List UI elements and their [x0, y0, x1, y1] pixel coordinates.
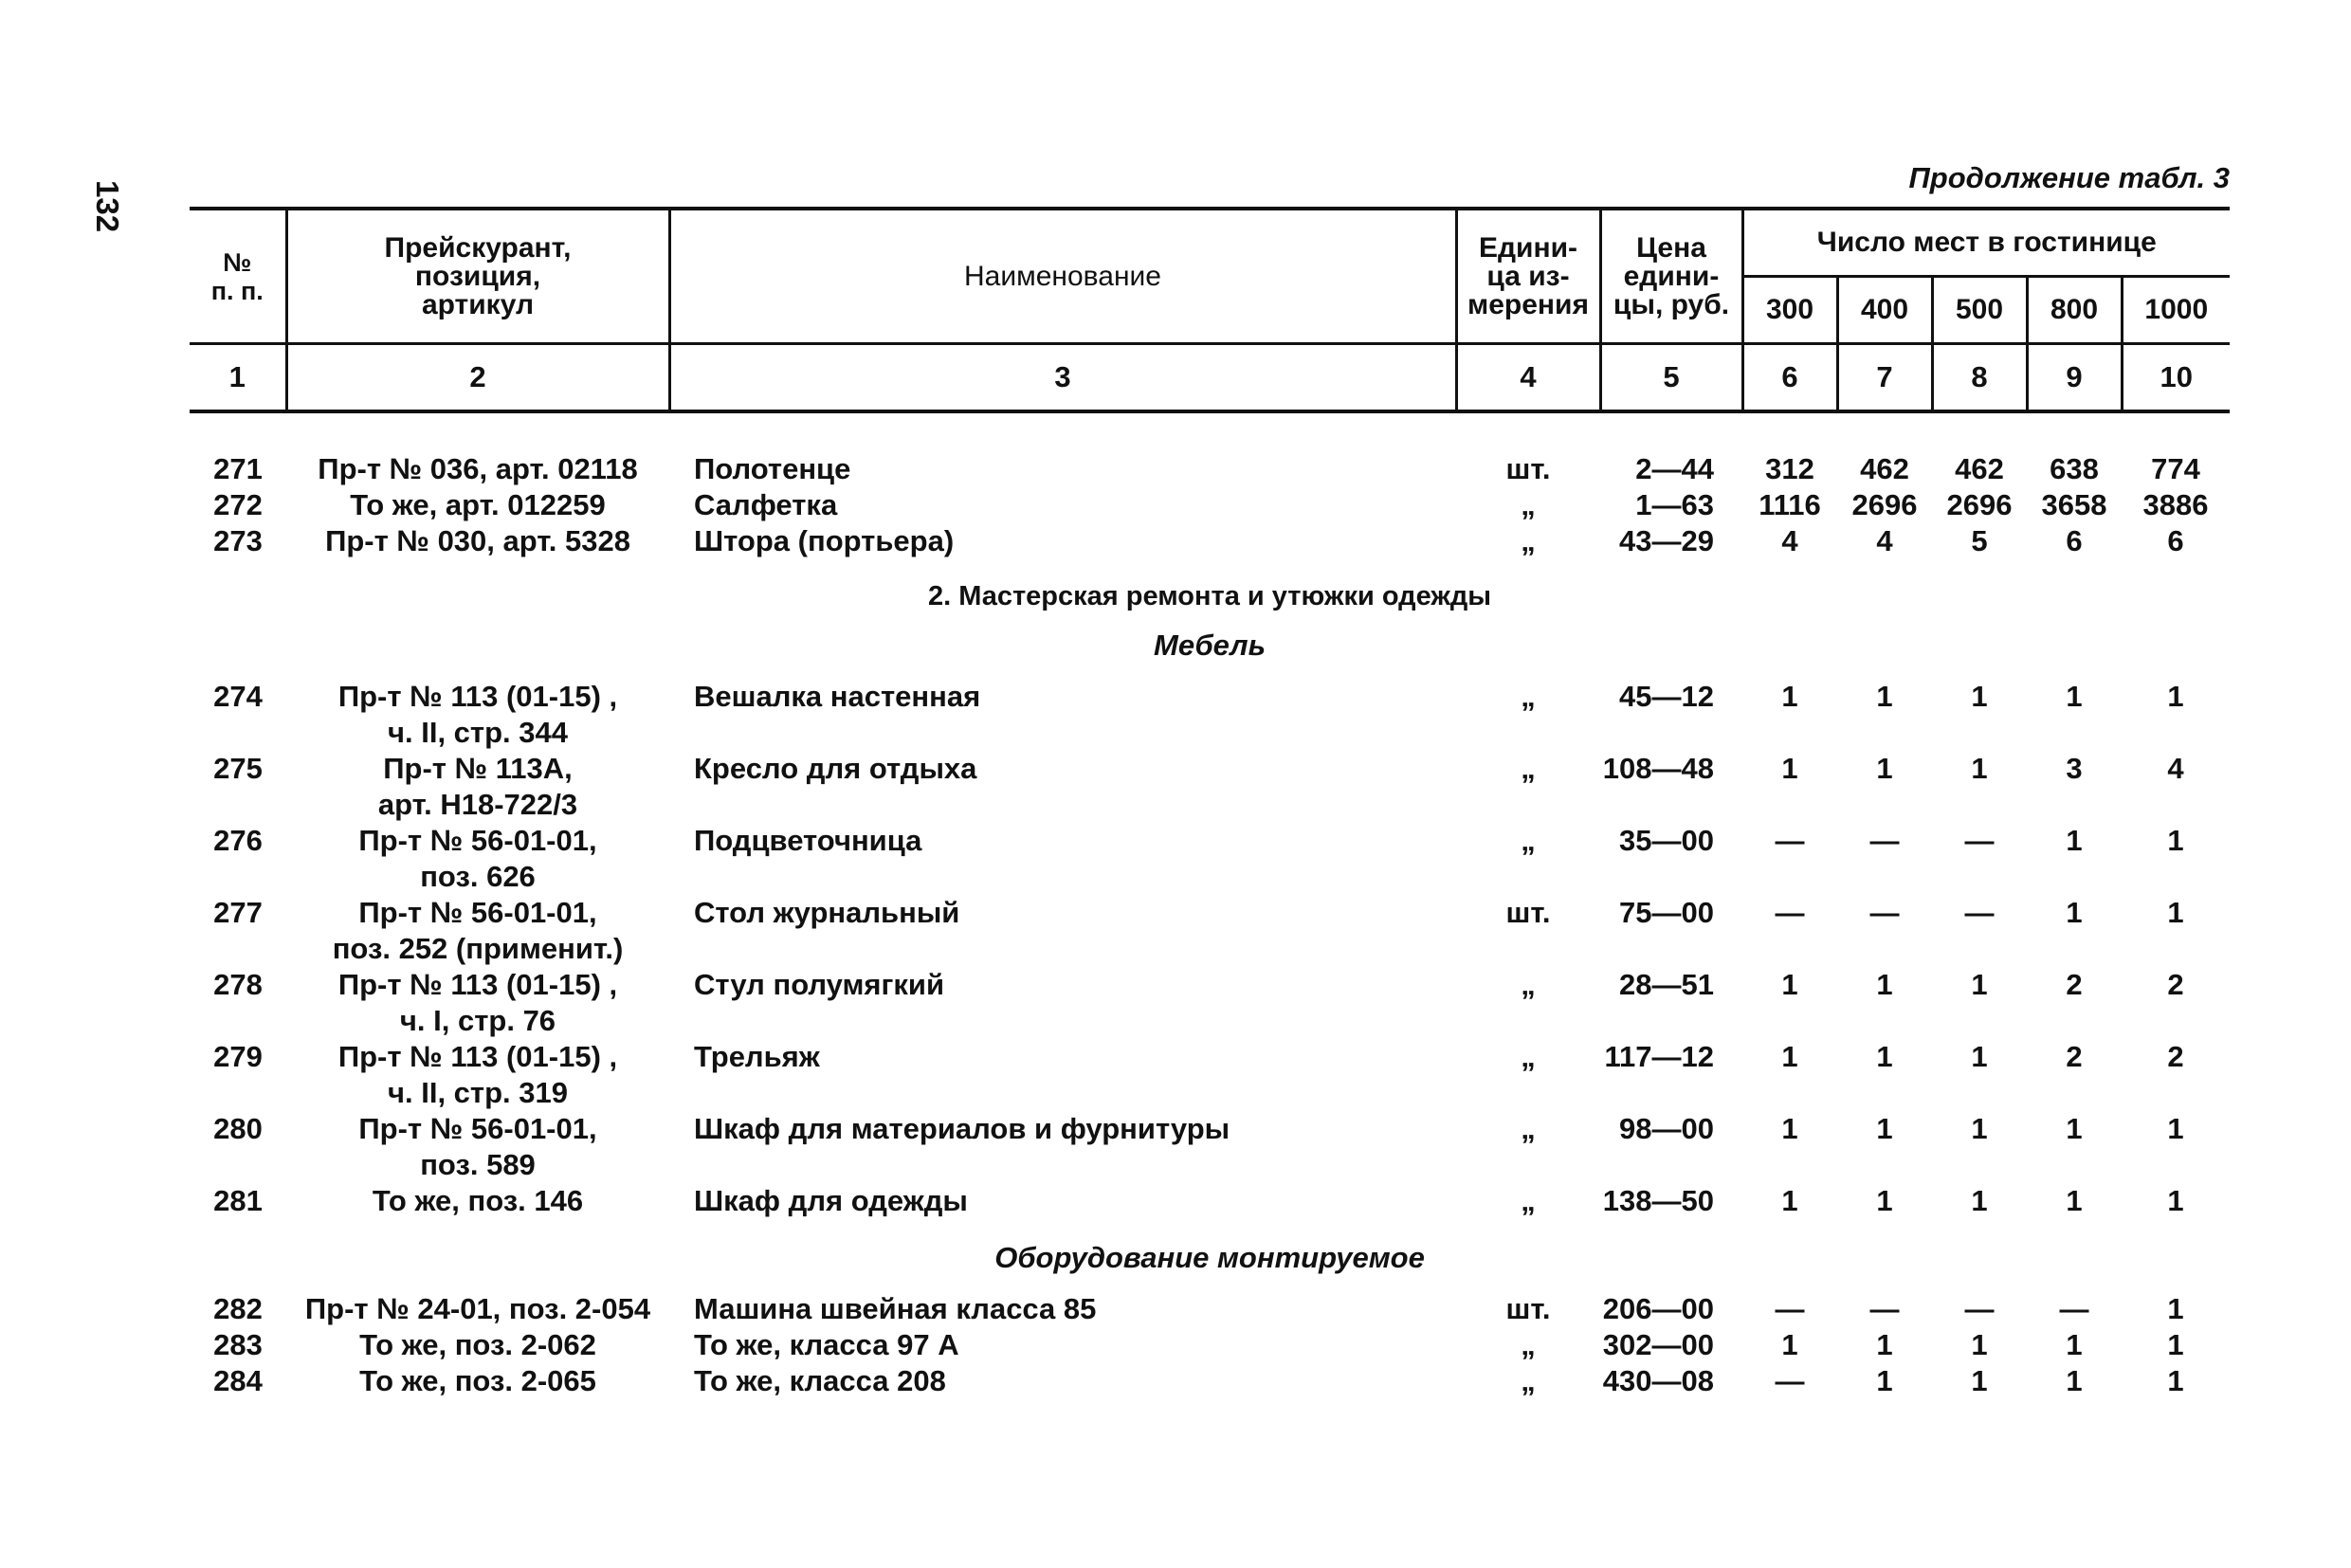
unit-price: 43—29 [1619, 524, 1714, 557]
item-name: Подцветочница [694, 824, 922, 857]
quantity-cell: 1 [1781, 752, 1798, 785]
table-body [190, 411, 2230, 1399]
column-number: 3 [669, 344, 1456, 412]
item-name: Салфетка [694, 488, 838, 521]
quantity-cell: 1 [1971, 1328, 1988, 1361]
table-row [190, 1363, 2230, 1399]
unit-of-measure: „ [1521, 488, 1536, 521]
quantity-cell: 1 [2167, 896, 2184, 929]
unit-of-measure: шт. [1505, 1292, 1551, 1325]
unit-price: 430—08 [1602, 1364, 1714, 1397]
quantity-cell: 4 [1781, 524, 1798, 557]
subsection-title-row [190, 628, 2230, 679]
table-row [190, 1183, 2230, 1219]
price-list-ref: То же, поз. 2-065 [359, 1364, 596, 1397]
unit-price: 28—51 [1619, 968, 1714, 1001]
table-row [190, 1327, 2230, 1363]
quantity-cell: — [1964, 1292, 1995, 1325]
price-list-ref: Пр-т № 24-01, поз. 2-054 [304, 1292, 651, 1325]
unit-of-measure: „ [1521, 968, 1536, 1001]
column-number: 1 [190, 344, 286, 412]
item-name: То же, класса 208 [694, 1364, 946, 1397]
row-number: 281 [213, 1184, 263, 1217]
header-price-list: Прейскурант, позиция, артикул [286, 209, 669, 344]
item-name: Кресло для отдыха [694, 752, 977, 785]
price-list-ref: Пр-т № 56-01-01, поз. 626 [358, 824, 597, 893]
quantity-cell: 1 [1781, 968, 1798, 1001]
quantity-cell: — [2059, 1292, 2089, 1325]
price-list-ref: То же, арт. 012259 [350, 488, 606, 521]
unit-of-measure: шт. [1505, 452, 1551, 485]
unit-price: 75—00 [1619, 896, 1714, 929]
quantity-cell: 1 [1876, 1112, 1893, 1145]
table-row [190, 967, 2230, 1039]
quantity-cell: 1 [2167, 1364, 2184, 1397]
row-number: 278 [213, 968, 263, 1001]
header-capacity: 800 [2027, 277, 2122, 344]
price-list-ref: Пр-т № 113 (01-15) , ч. I, стр. 76 [337, 968, 618, 1037]
table-row [190, 823, 2230, 895]
header-price: Цена едини- цы, руб. [1600, 209, 1742, 344]
column-number: 8 [1932, 344, 2027, 412]
row-number: 280 [213, 1112, 263, 1145]
unit-price: 2—44 [1635, 452, 1714, 485]
quantity-cell: 1 [1876, 680, 1893, 713]
price-list-ref: То же, поз. 2-062 [359, 1328, 596, 1361]
unit-of-measure: „ [1521, 524, 1536, 557]
quantity-cell: 3 [2066, 752, 2083, 785]
unit-of-measure: „ [1521, 680, 1536, 713]
quantity-cell: 1 [2066, 896, 2083, 929]
quantity-cell: 312 [1765, 452, 1814, 485]
item-name: Шкаф для одежды [694, 1184, 968, 1217]
quantity-cell: 5 [1971, 524, 1988, 557]
row-number: 274 [213, 680, 263, 713]
quantity-cell: 1 [1876, 1184, 1893, 1217]
price-list-ref: То же, поз. 146 [372, 1184, 584, 1217]
column-number: 10 [2122, 344, 2230, 412]
item-name: Стол журнальный [694, 896, 960, 929]
quantity-cell: — [1775, 896, 1805, 929]
item-name: Машина швейная класса 85 [694, 1292, 1097, 1325]
quantity-cell: 2696 [1946, 488, 2013, 521]
quantity-cell: 1 [2167, 680, 2184, 713]
price-list-ref: Пр-т № 56-01-01, поз. 252 (применит.) [332, 896, 624, 965]
equipment-table-grid [190, 207, 2230, 1399]
quantity-cell: 1 [1781, 1040, 1798, 1073]
unit-of-measure: „ [1521, 1184, 1536, 1217]
price-list-ref: Пр-т № 113А, арт. Н18-722/3 [377, 752, 578, 821]
table-row [190, 895, 2230, 967]
quantity-cell: 1 [1971, 752, 1988, 785]
unit-price: 35—00 [1619, 824, 1714, 857]
header-capacity: 1000 [2122, 277, 2230, 344]
item-name: Шкаф для материалов и фурнитуры [694, 1112, 1230, 1145]
price-list-ref: Пр-т № 113 (01-15) , ч. II, стр. 344 [337, 680, 618, 749]
quantity-cell: — [1775, 1364, 1805, 1397]
quantity-cell: 1 [1971, 968, 1988, 1001]
quantity-cell: 1 [1781, 1112, 1798, 1145]
quantity-cell: 462 [1955, 452, 2004, 485]
quantity-cell: 1 [1876, 1364, 1893, 1397]
table-row [190, 679, 2230, 751]
column-number: 5 [1600, 344, 1742, 412]
quantity-cell: 1 [1876, 1040, 1893, 1073]
quantity-cell: — [1964, 896, 1995, 929]
price-list-ref: Пр-т № 036, арт. 02118 [318, 452, 638, 485]
quantity-cell: — [1869, 1292, 1900, 1325]
unit-of-measure: „ [1521, 752, 1536, 785]
column-number: 4 [1456, 344, 1600, 412]
equipment-table [190, 207, 2230, 1399]
row-number: 279 [213, 1040, 263, 1073]
quantity-cell: 2 [2167, 968, 2184, 1001]
price-list-ref: Пр-т № 113 (01-15) , ч. II, стр. 319 [337, 1040, 618, 1109]
quantity-cell: 2 [2167, 1040, 2184, 1073]
unit-of-measure: шт. [1505, 896, 1551, 929]
item-name: Трельяж [694, 1040, 820, 1073]
table-row [190, 451, 2230, 487]
unit-price: 138—50 [1602, 1184, 1714, 1217]
header-seats: Число мест в гостинице [1742, 209, 2230, 277]
unit-price: 45—12 [1619, 680, 1714, 713]
unit-of-measure: „ [1521, 1112, 1536, 1145]
row-number: 273 [213, 524, 263, 557]
unit-price: 1—63 [1635, 488, 1714, 521]
table-row [190, 1111, 2230, 1183]
quantity-cell: — [1964, 824, 1995, 857]
header-capacity: 500 [1932, 277, 2027, 344]
item-name: То же, класса 97 А [694, 1328, 959, 1361]
header-name: Наименование [669, 209, 1456, 344]
subsection-title: Оборудование монтируемое [994, 1241, 1425, 1274]
table-row [190, 487, 2230, 523]
table-row [190, 751, 2230, 823]
quantity-cell: 3658 [2041, 488, 2107, 521]
quantity-cell: 1 [1971, 680, 1988, 713]
quantity-cell: 1116 [1759, 488, 1821, 521]
unit-price: 108—48 [1602, 752, 1714, 785]
unit-price: 117—12 [1604, 1040, 1714, 1073]
row-number: 275 [213, 752, 263, 785]
quantity-cell: 2 [2066, 1040, 2083, 1073]
quantity-cell: 638 [2050, 452, 2099, 485]
quantity-cell: 1 [1876, 752, 1893, 785]
quantity-cell: — [1869, 896, 1900, 929]
price-list-ref: Пр-т № 56-01-01, поз. 589 [358, 1112, 597, 1181]
item-name: Стул полумягкий [694, 968, 945, 1001]
quantity-cell: 6 [2167, 524, 2184, 557]
quantity-cell: — [1775, 824, 1805, 857]
unit-price: 206—00 [1602, 1292, 1714, 1325]
quantity-cell: 774 [2151, 452, 2200, 485]
quantity-cell: 1 [2066, 1112, 2083, 1145]
quantity-cell: 1 [1781, 680, 1798, 713]
row-number: 284 [213, 1364, 263, 1397]
subsection-title-row [190, 1219, 2230, 1291]
column-number: 6 [1742, 344, 1837, 412]
header-no: № п. п. [190, 209, 286, 344]
quantity-cell: 4 [2167, 752, 2184, 785]
quantity-cell: 1 [1971, 1364, 1988, 1397]
quantity-cell: 1 [2066, 1364, 2083, 1397]
table-continuation-caption: Продолжение табл. 3 [1908, 161, 2230, 194]
quantity-cell: 2696 [1851, 488, 1918, 521]
quantity-cell: 1 [2066, 1184, 2083, 1217]
unit-of-measure: „ [1521, 1040, 1536, 1073]
quantity-cell: 1 [2167, 824, 2184, 857]
spacer-row [190, 411, 2230, 451]
column-number: 7 [1837, 344, 1932, 412]
quantity-cell: 4 [1876, 524, 1893, 557]
quantity-cell: 1 [1876, 1328, 1893, 1361]
unit-of-measure: „ [1521, 1328, 1536, 1361]
unit-of-measure: „ [1521, 824, 1536, 857]
quantity-cell: 1 [1876, 968, 1893, 1001]
item-name: Штора (портьера) [694, 524, 955, 557]
subsection-title: Мебель [1154, 629, 1266, 662]
header-capacity: 400 [1837, 277, 1932, 344]
row-number: 282 [213, 1292, 263, 1325]
header-capacity: 300 [1742, 277, 1837, 344]
quantity-cell: 1 [1781, 1184, 1798, 1217]
quantity-cell: 1 [2066, 1328, 2083, 1361]
quantity-cell: 6 [2066, 524, 2083, 557]
unit-price: 98—00 [1619, 1112, 1714, 1145]
unit-of-measure: „ [1521, 1364, 1536, 1397]
quantity-cell: 3886 [2142, 488, 2209, 521]
row-number: 276 [213, 824, 263, 857]
quantity-cell: — [1869, 824, 1900, 857]
table-row [190, 1039, 2230, 1111]
quantity-cell: 1 [2167, 1184, 2184, 1217]
column-number: 9 [2027, 344, 2122, 412]
price-list-ref: Пр-т № 030, арт. 5328 [325, 524, 630, 557]
section-title-row [190, 559, 2230, 628]
row-number: 271 [213, 452, 263, 485]
quantity-cell: 1 [2167, 1112, 2184, 1145]
row-number: 283 [213, 1328, 263, 1361]
quantity-cell: 1 [1971, 1112, 1988, 1145]
quantity-cell: 1 [2167, 1328, 2184, 1361]
quantity-cell: 1 [2167, 1292, 2184, 1325]
item-name: Вешалка настенная [694, 680, 981, 713]
quantity-cell: 1 [2066, 824, 2083, 857]
quantity-cell: — [1775, 1292, 1805, 1325]
quantity-cell: 1 [2066, 680, 2083, 713]
section-title: 2. Мастерская ремонта и утюжки одежды [927, 581, 1492, 611]
spacer-cell [190, 411, 2230, 451]
row-number: 277 [213, 896, 263, 929]
quantity-cell: 1 [1971, 1184, 1988, 1217]
header-unit: Едини- ца из- мерения [1456, 209, 1600, 344]
quantity-cell: 1 [1781, 1328, 1798, 1361]
page-number: 132 [90, 180, 125, 233]
table-row [190, 1291, 2230, 1327]
unit-price: 302—00 [1602, 1328, 1714, 1361]
quantity-cell: 1 [1971, 1040, 1988, 1073]
table-row [190, 523, 2230, 559]
quantity-cell: 2 [2066, 968, 2083, 1001]
item-name: Полотенце [694, 452, 851, 485]
row-number: 272 [213, 488, 263, 521]
quantity-cell: 462 [1860, 452, 1909, 485]
column-number: 2 [286, 344, 669, 412]
